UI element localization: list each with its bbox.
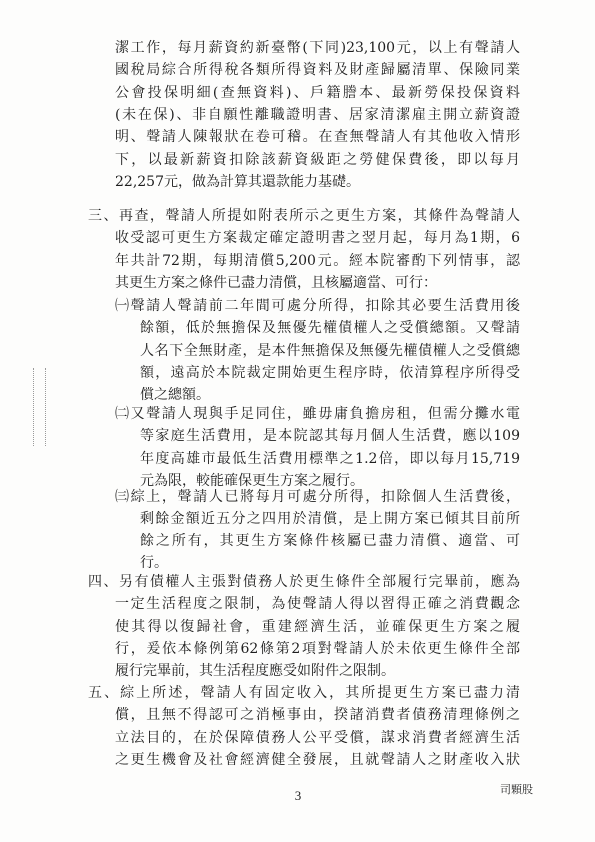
text-line: 使其得以復歸社會，重建經濟生活，並確保更生方案之履 — [115, 619, 520, 635]
page-number: 3 — [294, 788, 302, 803]
text-line: 國稅局綜合所得稅各類所得資料及財產歸屬清單、保險同業 — [115, 62, 520, 78]
text-line: 其更生方案之條件已盡力清償，且核屬適當、可行： — [115, 275, 437, 291]
text-line: 潔工作，每月薪資約新臺幣(下同)23,100元，以上有聲請人 — [115, 40, 520, 56]
text-line: 行，爰依本條例第62條第2項對聲請人於未依更生條件全部 — [115, 641, 520, 657]
item-heading-line: ㈢綜上，聲請人已將每月可處分所得，扣除個人生活費後， — [115, 489, 520, 505]
item-heading-line: ㈠聲請人聲請前二年間可處分所得，扣除其必要生活費用後 — [115, 298, 520, 314]
binding-mark — [33, 368, 34, 446]
text-line: 年度高雄市最低生活費用標準之1.2倍，即以每月15,719 — [140, 451, 520, 467]
text-line: 年共計72期，每期清償5,200元。經本院審酌下列情事，認 — [115, 253, 520, 269]
section-heading-line: 三、再查，聲請人所提如附表所示之更生方案，其條件為聲請人 — [88, 208, 520, 224]
text-line: 下，以最新薪資扣除該薪資級距之勞健保費後，即以每月 — [115, 152, 520, 168]
section-heading-line: 四、另有債權人主張對債務人於更生條件全部履行完畢前，應為 — [88, 574, 520, 590]
text-line: 額，遠高於本院裁定開始更生程序時，依清算程序所得受 — [140, 365, 520, 381]
text-line: 22,257元，做為計算其還款能力基礎。 — [115, 174, 360, 190]
text-line: 履行完畢前，其生活程度應受如附件之限制。 — [115, 663, 395, 679]
text-line: 立法目的，在於保障債務人公平受償，謀求消費者經濟生活 — [115, 730, 520, 746]
text-line: (未在保)、非自願性離職證明書、居家清潔雇主開立薪資證 — [115, 107, 520, 123]
section-heading-line: 五、綜上所述，聲請人有固定收入，其所提更生方案已盡力清 — [88, 685, 520, 701]
text-line: 償之總額。 — [140, 387, 210, 403]
text-line: 餘之所有，其更生方案條件核屬已盡力清償、適當、可 — [140, 533, 520, 549]
text-line: 償，且無不得認可之消極事由，揆諸消費者債務清理條例之 — [115, 707, 520, 723]
text-line: 公會投保明細(查無資料)、戶籍謄本、最新勞保投保資料 — [115, 85, 520, 101]
text-line: 元為限，較能確保更生方案之履行。 — [140, 473, 364, 489]
text-line: 行。 — [140, 555, 168, 571]
text-line: 餘額，低於無擔保及無優先權債權人之受償總額。又聲請 — [140, 320, 520, 336]
division-label: 司顆股 — [500, 783, 533, 796]
text-line: 等家庭生活費用，是本院認其每月個人生活費，應以109 — [140, 428, 520, 444]
text-line: 明、聲請人陳報狀在卷可稽。在查無聲請人有其他收入情形 — [115, 129, 520, 145]
binding-mark — [45, 368, 46, 446]
text-line: 人名下全無財產，是本件無擔保及無優先權債權人之受償總 — [140, 343, 520, 359]
text-line: 一定生活程度之限制，為使聲請人得以習得正確之消費觀念 — [115, 596, 520, 612]
text-line: 之更生機會及社會經濟健全發展，且就聲請人之財產收入狀 — [115, 752, 520, 768]
text-line: 收受認可更生方案裁定確定證明書之翌月起，每月為1期，6 — [115, 230, 520, 246]
item-heading-line: ㈡又聲請人現與手足同住，雖毋庸負擔房租，但需分攤水電 — [115, 406, 520, 422]
text-line: 剩餘金額近五分之四用於清償，是上開方案已傾其目前所 — [140, 511, 520, 527]
